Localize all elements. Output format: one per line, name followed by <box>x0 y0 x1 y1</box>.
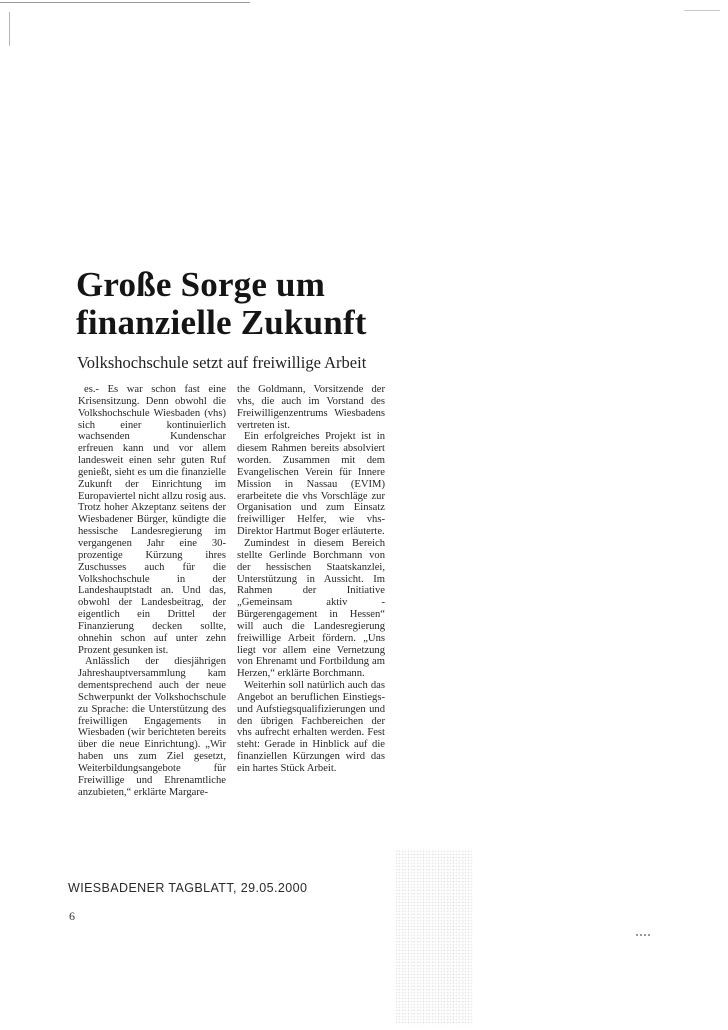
source-publication: WIESBADENER TAGBLATT, <box>68 881 237 895</box>
scan-artifact-dots <box>636 934 650 938</box>
page-number: 6 <box>69 909 75 923</box>
paragraph: the Goldmann, Vorsitzende der vhs, die auch im Vorstand des Freiwilligenzentrums Wiesbadens vertreten ist. <box>237 384 385 431</box>
paragraph: Ein erfolgreiches Projekt ist in diesem Rahmen bereits absolviert worden. Zusammen mit dem Evangelischen Verein für Innere Mission in Nassau (EVIM) erarbeitete die vhs Vorschläge zur Organisation und zum Einsatz freiwilliger Helfer, wie vhs-Direktor Hartmut Boger erläuterte. <box>237 431 385 538</box>
paragraph: Anlässlich der diesjährigen Jahreshauptversammlung kam dementsprechend auch der neue Schwerpunkt der Volkshochschule zu Sprache: die Unterstützung des freiwilligen Engagements in Wiesbaden (wir berichteten bereits über die neue Einrichtung). „Wir haben uns zum Ziel gesetzt, Weiterbildungsangebote für Freiwillige und Ehrenamtliche anzubieten,“ erklärte Margare- <box>78 656 226 798</box>
paragraph: Zumindest in diesem Bereich stellte Gerlinde Borchmann von der hessischen Staatskanzlei, Unterstützung in Aussicht. Im Rahmen der Initiative „Gemeinsam aktiv - Bürgerengagement in Hessen“ will auch die Landesregierung freiwillige Arbeit fördern. „Uns liegt vor allem eine Vernetzung von Ehrenamt und Fortbildung am Herzen,“ erklärte Borchmann. <box>237 537 385 680</box>
scan-margin-mark <box>9 12 10 46</box>
paragraph: Weiterhin soll natürlich auch das Angebot an beruflichen Einstiegs- und Aufstiegsqualifizierungen und den übrigen Fachbereichen der vhs aufrecht erhalten werden. Fest steht: Gerade in Hinblick auf die finanziellen Kürzungen wird das ein hartes Stück Arbeit. <box>237 680 385 774</box>
source-date: 29.05.2000 <box>240 881 308 895</box>
paragraph: es.- Es war schon fast eine Krisensitzung. Denn obwohl die Volkshochschule Wiesbaden (vhs) sich einer kontinuierlich wachsenden Kundenschar erfreuen kann und vor allem landesweit einen sehr guten Ruf genießt, sieht es um die finanzielle Zukunft der Einrichtung im Europaviertel nicht allzu rosig aus. Trotz hoher Akzeptanz seitens der Wiesbadener Bürger, kündigte die hessische Landesregierung im vergangenen Jahr eine 30-prozentige Kürzung ihres Zuschusses auch für die Volkshochschule in der Landeshauptstadt an. Und das, obwohl der Landesbeitrag, der eigentlich ein Drittel der Finanzierung decken sollte, ohnehin schon auf unter zehn Prozent gesunken ist. <box>78 384 226 656</box>
scan-corner-mark <box>684 10 720 11</box>
headline-line-1: Große Sorge um <box>76 265 326 304</box>
article-column-left <box>78 384 226 799</box>
scan-noise-area <box>395 850 473 1025</box>
headline-line-2: finanzielle Zukunft <box>76 303 367 342</box>
article-headline <box>76 266 396 342</box>
source-stamp <box>68 881 307 895</box>
article-column-right <box>237 384 385 775</box>
article-subheadline: Volkshochschule setzt auf freiwillige Arbeit <box>77 353 367 372</box>
scan-border-line <box>0 2 250 3</box>
